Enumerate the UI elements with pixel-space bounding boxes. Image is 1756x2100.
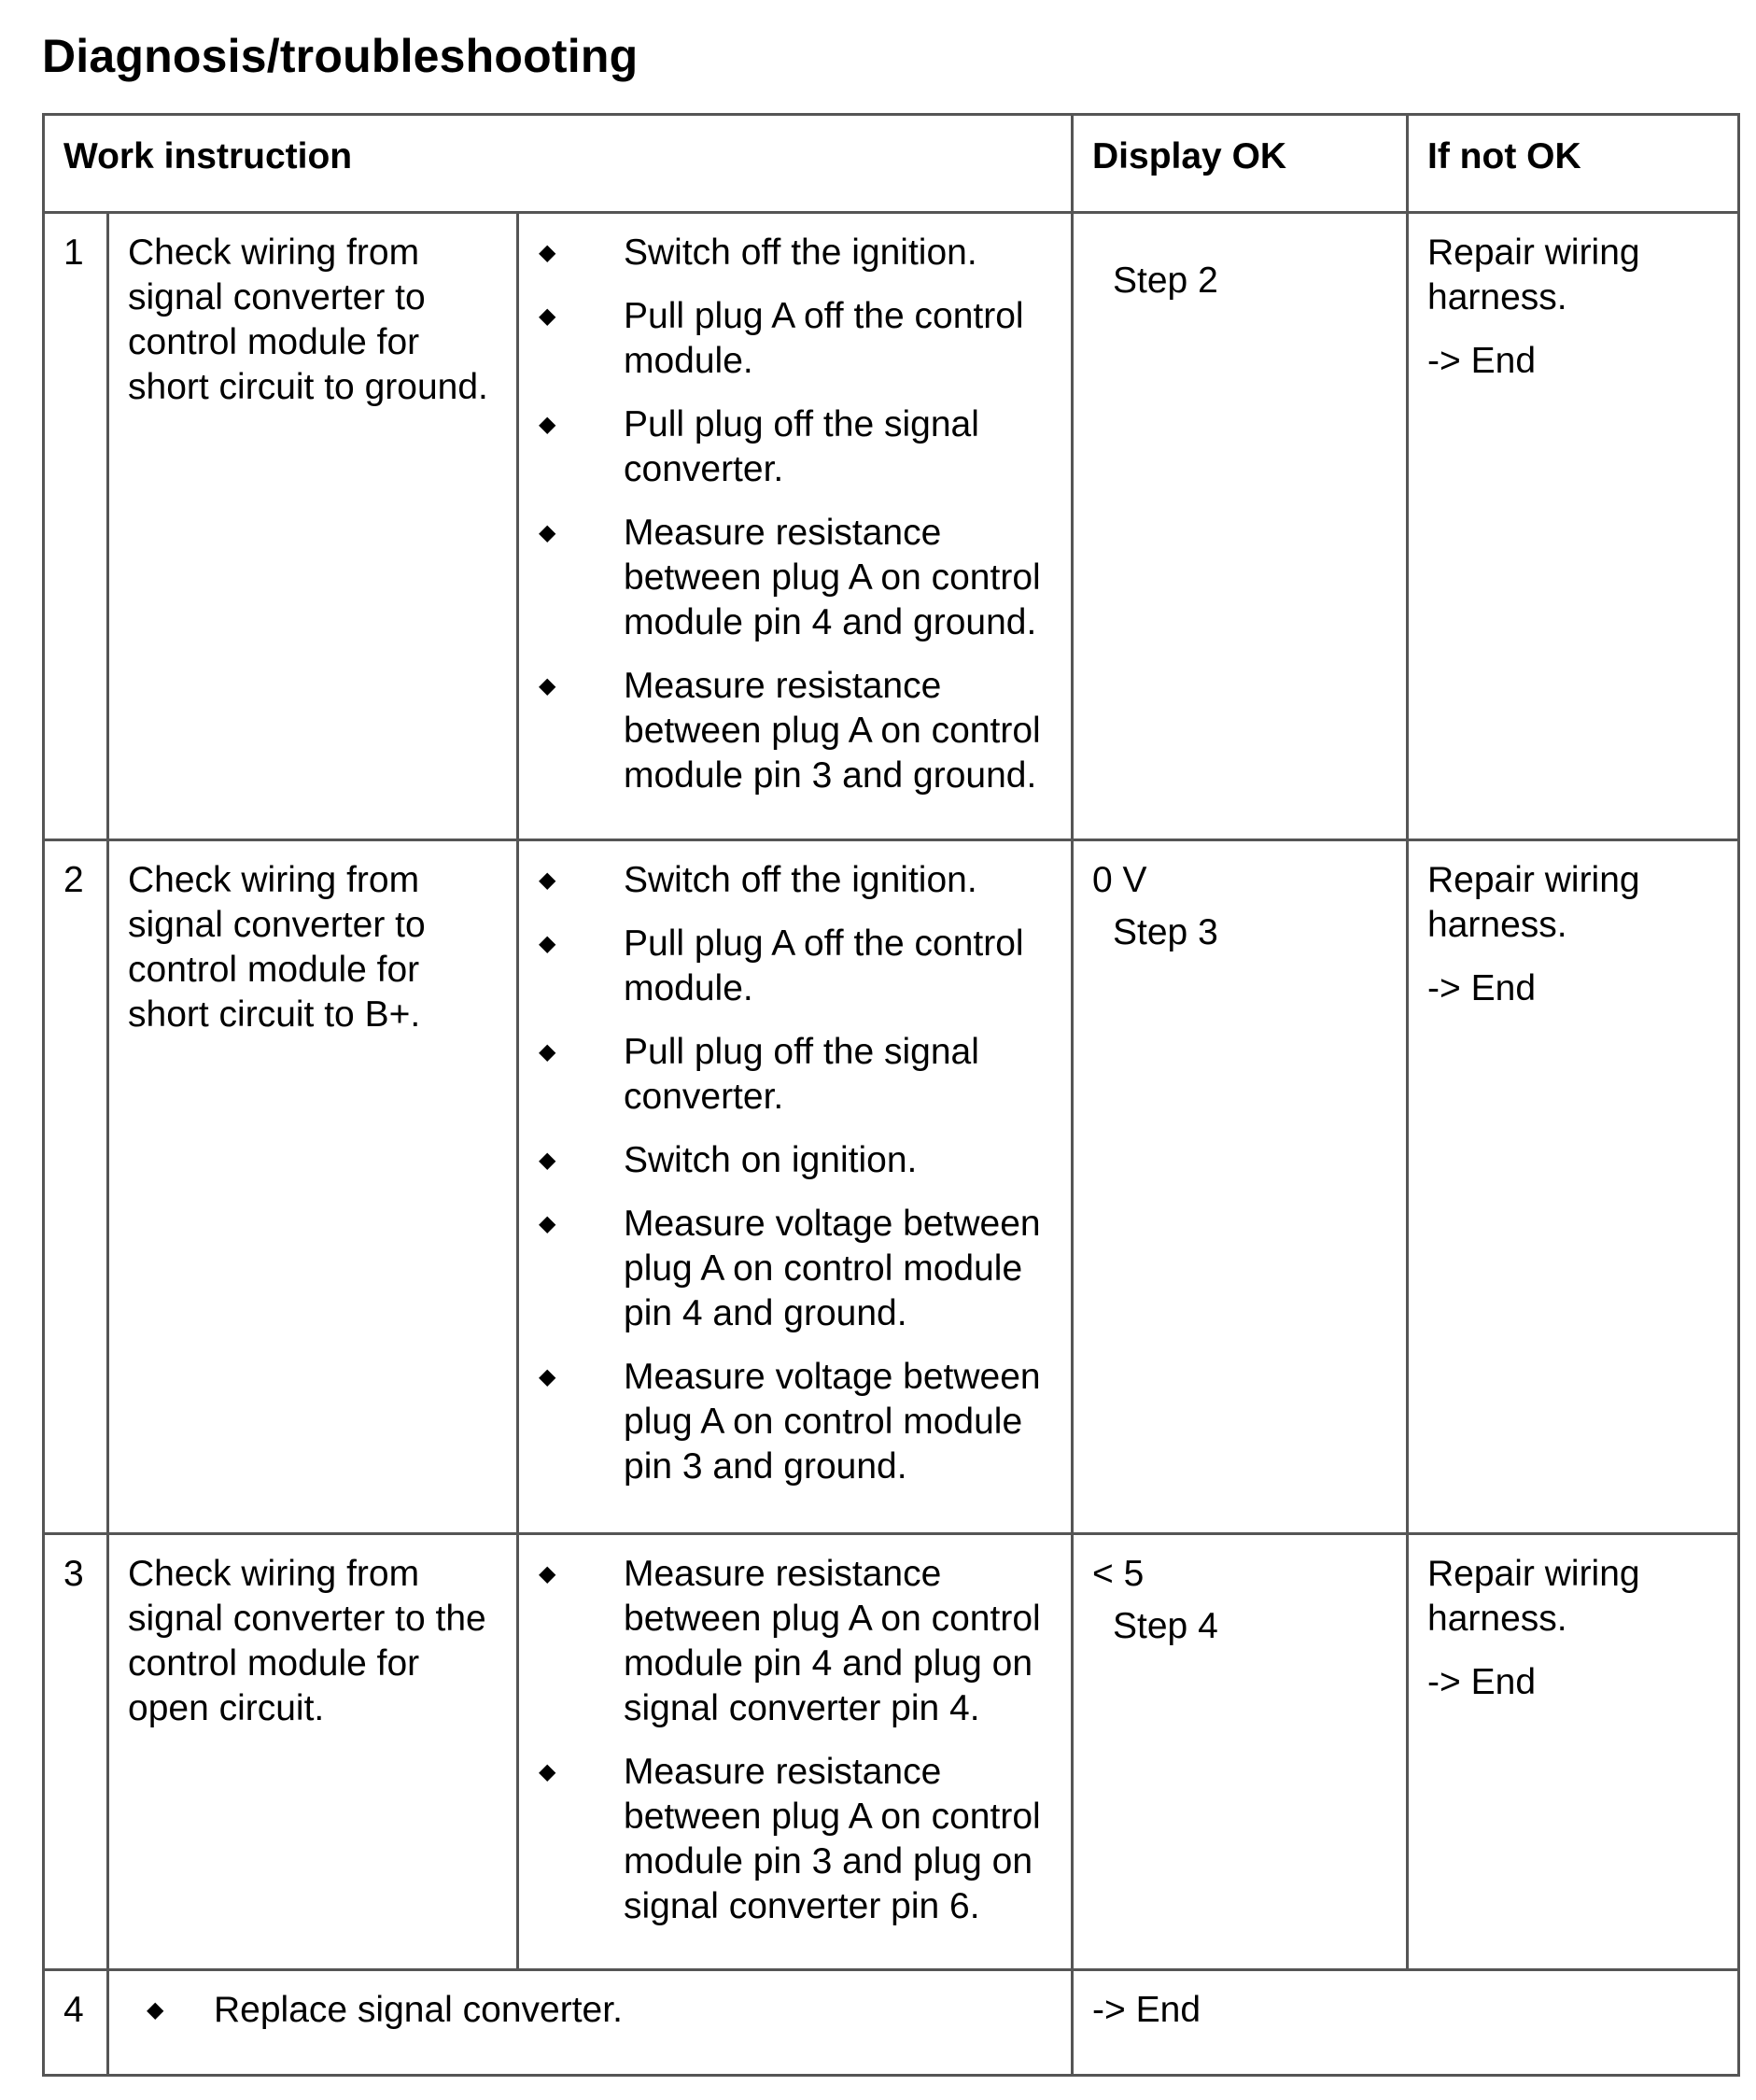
step-description: Check wiring from signal converter to control module for short circuit to B+. (108, 840, 518, 1534)
header-display-ok: Display OK (1073, 115, 1408, 213)
instruction-list (519, 1552, 1061, 1929)
repair-action: Repair wiring harness. (1427, 233, 1640, 317)
final-instruction-text: Replace signal converter. (214, 1990, 623, 2030)
instruction-list (519, 231, 1061, 798)
repair-action: Repair wiring harness. (1427, 1554, 1640, 1639)
instruction-item: ◆ Pull plug off the signal converter. (539, 404, 979, 489)
step-number: 4 (44, 1970, 108, 2076)
diamond-bullet-icon: ◆ (539, 1364, 556, 1389)
expected-value: 0 V (1092, 860, 1147, 900)
diagnosis-table (42, 113, 1740, 2077)
diamond-bullet-icon: ◆ (539, 673, 556, 698)
instruction-item: ◆ Switch off the ignition. (519, 231, 1061, 275)
step-number: 3 (44, 1534, 108, 1970)
step-number: 1 (44, 213, 108, 840)
diamond-bullet-icon: ◆ (539, 412, 556, 437)
page-title: Diagnosis/troubleshooting (42, 30, 639, 82)
final-result-cell: -> End (1073, 1970, 1739, 2076)
step-instructions (518, 213, 1073, 840)
instruction-item: ◆ Pull plug off the signal converter. (539, 1032, 979, 1117)
display-ok-cell (1073, 1534, 1408, 1970)
step-instructions (518, 840, 1073, 1534)
display-ok-cell (1073, 840, 1408, 1534)
if-not-ok-cell (1408, 1534, 1739, 1970)
instruction-item: ◆ Measure resistance between plug A on control module pin 4 and ground. (539, 513, 1041, 642)
instruction-item: ◆ Switch on ignition. (519, 1138, 1061, 1183)
table-row-final (44, 1970, 1739, 2076)
header-work-instruction: Work instruction (44, 115, 1073, 213)
next-step-label: Step 2 (1113, 261, 1218, 301)
expected-value: < 5 (1092, 1554, 1145, 1594)
display-ok-cell (1073, 213, 1408, 840)
step-description: Check wiring from signal converter to control module for short circuit to ground. (108, 213, 518, 840)
repair-action: Repair wiring harness. (1427, 860, 1640, 945)
table-row (44, 213, 1739, 840)
end-label: -> End (1427, 968, 1537, 1008)
instruction-item: ◆ Pull plug A off the control module. (539, 296, 1024, 381)
instruction-item: ◆ Measure resistance between plug A on control module pin 3 and plug on signal converter pin 6. (539, 1752, 1041, 1926)
step-description: Check wiring from signal converter to the control module for open circuit. (108, 1534, 518, 1970)
end-label: -> End (1427, 341, 1537, 381)
diamond-bullet-icon: ◆ (539, 1211, 556, 1236)
next-step-label: Step 4 (1113, 1606, 1218, 1646)
diamond-bullet-icon: ◆ (539, 303, 556, 329)
diamond-bullet-icon: ◆ (147, 1997, 164, 2022)
instruction-item: ◆ Measure resistance between plug A on control module pin 4 and plug on signal converter pin 4. (539, 1554, 1041, 1728)
instruction-item: ◆ Measure voltage between plug A on control module pin 3 and ground. (539, 1357, 1041, 1487)
diamond-bullet-icon: ◆ (539, 867, 556, 893)
instruction-item: ◆ Measure voltage between plug A on control module pin 4 and ground. (539, 1204, 1041, 1333)
diamond-bullet-icon: ◆ (539, 931, 556, 956)
instruction-item: ◆ Measure resistance between plug A on control module pin 3 and ground. (539, 666, 1041, 796)
final-instruction-cell (108, 1970, 1073, 2076)
diamond-bullet-icon: ◆ (539, 240, 556, 265)
diamond-bullet-icon: ◆ (539, 1759, 556, 1784)
diamond-bullet-icon: ◆ (539, 1561, 556, 1586)
next-step-label: Step 3 (1113, 912, 1218, 952)
diamond-bullet-icon: ◆ (539, 1148, 556, 1173)
table-row (44, 1534, 1739, 1970)
end-label: -> End (1427, 1662, 1537, 1702)
step-number: 2 (44, 840, 108, 1534)
if-not-ok-cell (1408, 840, 1739, 1534)
if-not-ok-cell (1408, 213, 1739, 840)
table-header-row (44, 115, 1739, 213)
table-row (44, 840, 1739, 1534)
step-instructions (518, 1534, 1073, 1970)
header-if-not-ok: If not OK (1408, 115, 1739, 213)
instruction-item: ◆ Pull plug A off the control module. (539, 923, 1024, 1008)
final-instruction (128, 1988, 1054, 2033)
diamond-bullet-icon: ◆ (539, 520, 556, 545)
instruction-item: ◆ Switch off the ignition. (519, 858, 1061, 903)
instruction-list (519, 858, 1061, 1489)
diamond-bullet-icon: ◆ (539, 1039, 556, 1064)
